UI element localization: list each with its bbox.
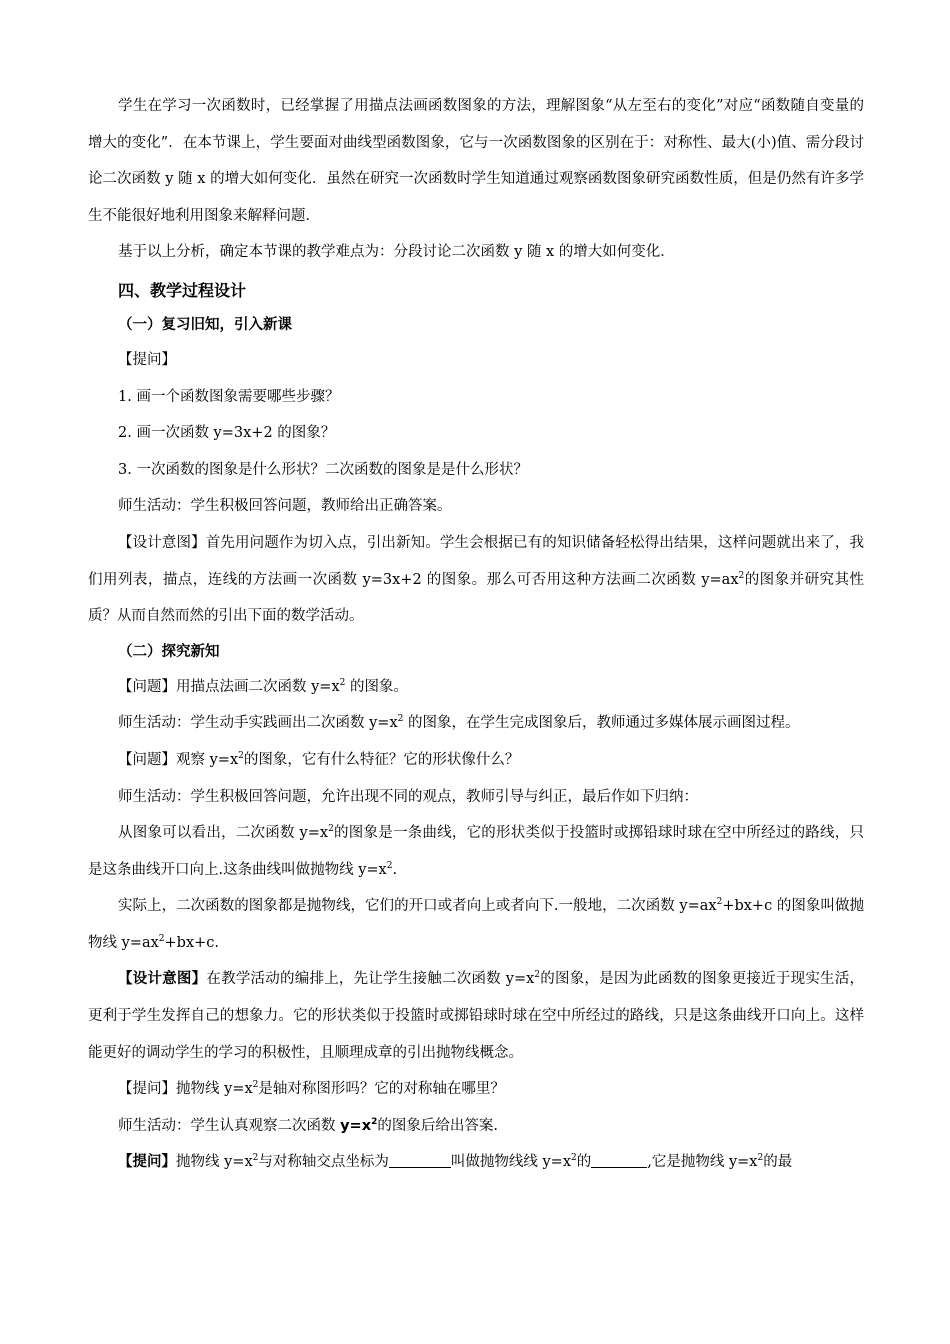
fill-blank-1 xyxy=(389,1153,451,1168)
fill-blank-2 xyxy=(591,1153,647,1168)
summary-1: 从图象可以看出，二次函数 $y=x^2$的图象是一条曲线，它的形状类似于投篮时或掷铅球时球在空中所经过的路线，只是这条曲线开口向上.这条曲线叫做抛物线 $y=x^2$. xyxy=(88,824,864,878)
activity-3: 师生活动：学生积极回答问题，允许出现不同的观点，教师引导与纠正，最后作如下归纳： xyxy=(118,788,698,805)
question-vertex: 【提问】抛物线 $y=x^2$与对称轴交点坐标为 叫做抛物线线 $y=x^2$的 ,它是抛物线 $y=x^2$的最 xyxy=(118,1153,793,1171)
activity-2: 师生活动：学生动手实践画出二次函数 $y=x^2$ 的图象，在学生完成图象后，教师通过多媒体展示画图过程。 xyxy=(118,714,800,732)
problem-2: 【问题】观察 $y=x^2$的图象，它有什么特征？它的形状像什么？ xyxy=(118,750,520,768)
problem-1: 【问题】用描点法画二次函数 $y=x^2$ 的图象。 xyxy=(118,677,408,695)
design-intent-tag: 【设计意图】 xyxy=(118,534,206,551)
question-1: 1. 画一个函数图象需要哪些步骤？ xyxy=(118,388,340,405)
paragraph-difficulty: 基于以上分析，确定本节课的教学难点为：分段讨论二次函数 y 随 x 的增大如何变化． xyxy=(118,244,675,261)
design-intent-tag: 【设计意图】 xyxy=(118,971,207,988)
design-intent-2: 【设计意图】在教学活动的编排上，先让学生接触二次函数 $y=x^2$的图象，是因为此函数的图象更接近于现实生活，更利于学生发挥自己的想象力。它的形状类似于投篮时或掷铅球时球在空中所经过的路线，只是这条曲线开口向上。这样能更好的调动学生的学习的积极性，且顺理成章的引出抛物线概念。 xyxy=(88,970,865,1061)
question-tag: 【提问】 xyxy=(118,351,176,368)
subsection-heading-explore: （二）探究新知 xyxy=(118,643,220,660)
summary-2: 实际上，二次函数的图象都是抛物线，它们的开口或者向上或者向下.一般地，二次函数 $y=ax^2+bx+c$ 的图象叫做抛物线 $y=ax^2+bx+c$. xyxy=(88,897,864,951)
question-2: 2. 画一次函数 y=3x+2 的图象？ xyxy=(118,425,336,442)
document-body xyxy=(88,88,864,1181)
question-3: 3. 一次函数的图象是什么形状？二次函数的图象是是什么形状？ xyxy=(118,461,528,478)
paragraph-learner-analysis: 学生在学习一次函数时，已经掌握了用描点法画函数图象的方法，理解图象“从左至右的变化”对应“函数随自变量的增大的变化”．在本节课上，学生要面对曲线型函数图象，它与一次函数图象的区别在于：对称性、最大(小)值、需分段讨论二次函数 y 随 x 的增大如何变化．虽然在研究一次函数时学生知道通过观察函数图象研究函数性质，但是仍然有许多学生不能很好地利用图象来解释问题． xyxy=(88,98,864,224)
section-heading: 四、教学过程设计 xyxy=(118,280,247,300)
activity-1: 师生活动：学生积极回答问题，教师给出正确答案。 xyxy=(118,498,452,515)
design-intent-1: 【设计意图】首先用问题作为切入点，引出新知。学生会根据已有的知识储备轻松得出结果，这样问题就出来了，我们用列表，描点，连线的方法画一次函数 y=3x+2 的图象。那么可否用这种方法画二次函数 $y=ax^2$的图象并研究其性质？从而自然而然的引出下面的数学活动。 xyxy=(88,534,865,625)
subsection-heading-review: （一）复习旧知，引入新课 xyxy=(118,316,292,333)
question-axis: 【提问】抛物线 $y=x^2$是轴对称图形吗？它的对称轴在哪里？ xyxy=(118,1080,505,1098)
activity-4: 师生活动：学生认真观察二次函数 $y=x^2$的图象后给出答案. xyxy=(118,1116,498,1134)
